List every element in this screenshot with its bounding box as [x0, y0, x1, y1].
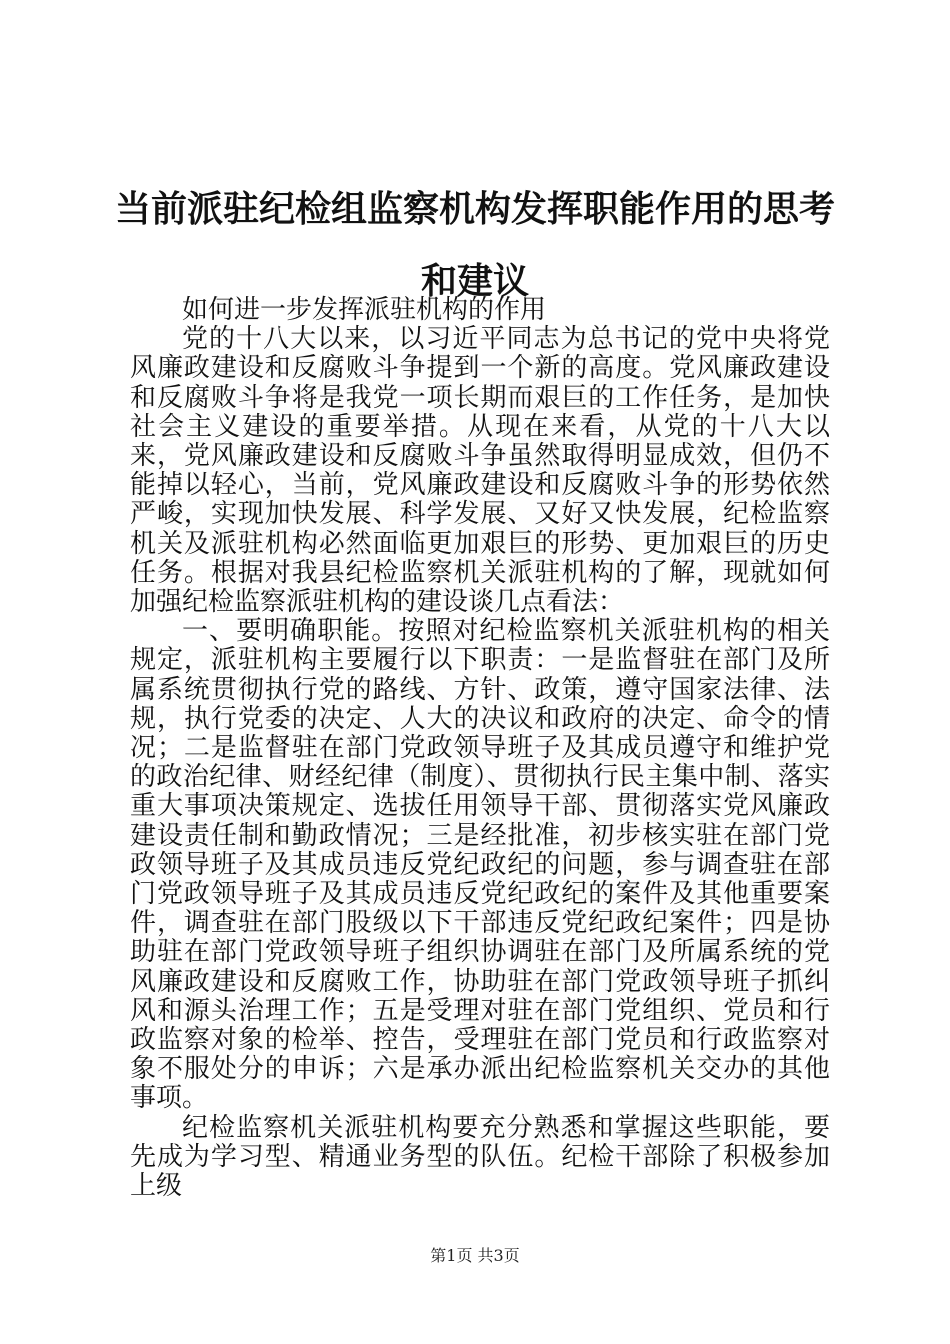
document-body — [130, 296, 830, 1201]
page-footer: 第1页 共3页 — [430, 1246, 520, 1265]
paragraph-subtitle: 如何进一步发挥派驻机构的作用 — [182, 295, 547, 325]
paragraph-section-one: 一、要明确职能。按照对纪检监察机关派驻机构的相关规定，派驻机构主要履行以下职责：一是监督驻在部门及所属系统贯彻执行党的路线、方针、政策，遵守国家法律、法规，执行党委的决定、人大的决议和政府的决定、命令的情况；二是监督驻在部门党政领导班子及其成员遵守和维护党的政治纪律、财经纪律（制度）、贯彻执行民主集中制、落实重大事项决策规定、选拔任用领导干部、贯彻落实党风廉政建设责任制和勤政情况；三是经批准，初步核实驻在部门党政领导班子及其成员违反党纪政纪的问题，参与调查驻在部门党政领导班子及其成员违反党纪政纪的案件及其他重要案件，调查驻在部门股级以下干部违反党纪政纪案件；四是协助驻在部门党政领导班子组织协调驻在部门及所属系统的党风廉政建设和反腐败工作，协助驻在部门党政领导班子抓纠风和源头治理工作；五是受理对驻在部门党组织、党员和行政监察对象的检举、控告，受理驻在部门党员和行政监察对象不服处分的申诉；六是承办派出纪检监察机关交办的其他事项。 — [130, 616, 830, 1114]
document-title: 当前派驻纪检组监察机构发挥职能作用的思考和建议 — [114, 189, 835, 302]
paragraph-intro: 党的十八大以来，以习近平同志为总书记的党中央将党风廉政建设和反腐败斗争提到一个新的高度。党风廉政建设和反腐败斗争将是我党一项长期而艰巨的工作任务，是加快社会主义建设的重要举措。从现在来看，从党的十八大以来，党风廉政建设和反腐败斗争虽然取得明显成效，但仍不能掉以轻心，当前，党风廉政建设和反腐败斗争的形势依然严峻，实现加快发展、科学发展、又好又快发展，纪检监察机关及派驻机构必然面临更加艰巨的形势、更加艰巨的历史任务。根据对我县纪检监察机关派驻机构的了解，现就如何加强纪检监察派驻机构的建设谈几点看法： — [130, 324, 830, 618]
paragraph-continuation: 纪检监察机关派驻机构要充分熟悉和掌握这些职能，要先成为学习型、精通业务型的队伍。纪检干部除了积极参加上级 — [130, 1112, 830, 1202]
